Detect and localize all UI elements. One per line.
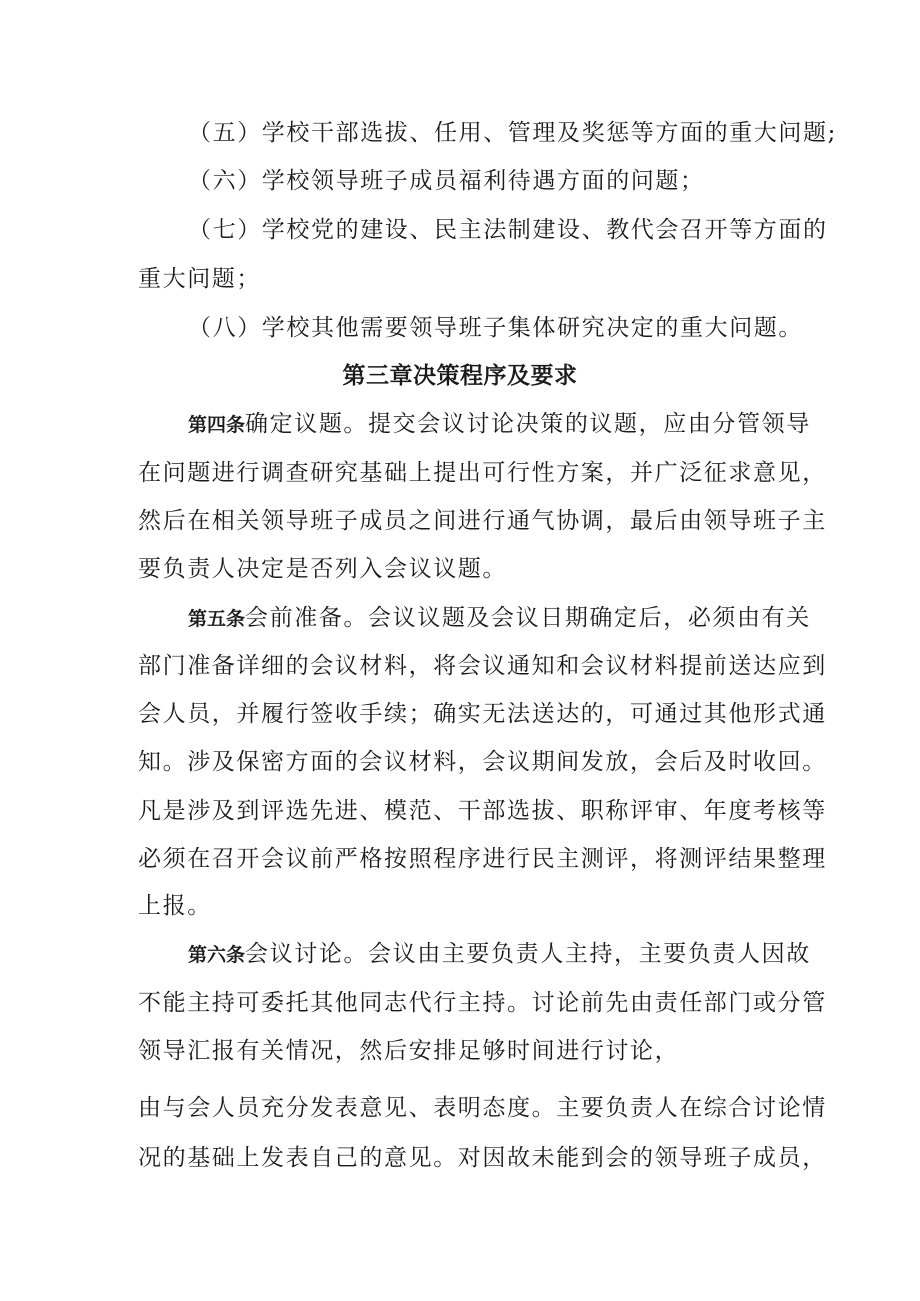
article-6-line-3: 领导汇报有关情况，然后安排足够时间进行讨论，: [138, 1038, 680, 1064]
article-6-line-4: 由与会人员充分发表意见、表明态度。主要负责人在综合讨论情: [138, 1095, 827, 1121]
article-5-label: 第五条: [188, 608, 246, 630]
article-5-line-6: 必须在召开会议前严格按照程序进行民主测评，将测评结果整理: [138, 846, 827, 872]
list-item-7-continued: 重大问题；: [138, 266, 261, 292]
article-5-line-2: 部门准备详细的会议材料，将会议通知和会议材料提前送达应到: [138, 653, 827, 679]
list-item-6: （六）学校领导班子成员福利待遇方面的问题；: [188, 168, 705, 194]
article-5-line-5: 凡是涉及到评选先进、模范、干部选拔、职称评审、年度考核等: [138, 798, 827, 824]
chapter-title: 第三章决策程序及要求: [342, 363, 578, 389]
list-item-5: （五）学校干部选拔、任用、管理及奖惩等方面的重大问题;: [188, 120, 837, 146]
article-5-line-4: 知。涉及保密方面的会议材料，会议期间发放，会后及时收回。: [138, 749, 827, 775]
article-5-text: 会前准备。会议议题及会议日期确定后，必须由有关: [245, 605, 811, 631]
article-5-line-1: [188, 603, 868, 633]
article-4-line-2: 在问题进行调查研究基础上提出可行性方案，并广泛征求意见，: [138, 460, 827, 486]
article-4-line-4: 要负责人决定是否列入会议议题。: [138, 556, 507, 582]
article-4-label: 第四条: [188, 414, 246, 436]
article-6-line-2: 不能主持可委托其他同志代行主持。讨论前先由责任部门或分管: [138, 990, 827, 1016]
list-item-7: （七）学校党的建设、民主法制建设、教代会召开等方面的: [188, 217, 828, 243]
article-6-line-5: 况的基础上发表自己的意见。对因故未能到会的领导班子成员，: [138, 1145, 827, 1171]
article-5-line-7: 上报。: [138, 893, 212, 919]
article-6-text: 会议讨论。会议由主要负责人主持，主要负责人因故: [245, 941, 811, 967]
article-6-label: 第六条: [188, 944, 246, 966]
article-5-line-3: 会人员，并履行签收手续；确实无法送达的，可通过其他形式通: [138, 701, 827, 727]
article-4-text: 确定议题。提交会议讨论决策的议题，应由分管领导: [245, 411, 811, 437]
list-item-8: （八）学校其他需要领导班子集体研究决定的重大问题。: [188, 315, 803, 341]
article-6-line-1: [188, 939, 868, 969]
article-4-line-1: [188, 409, 868, 439]
article-4-line-3: 然后在相关领导班子成员之间进行通气协调，最后由领导班子主: [138, 508, 827, 534]
